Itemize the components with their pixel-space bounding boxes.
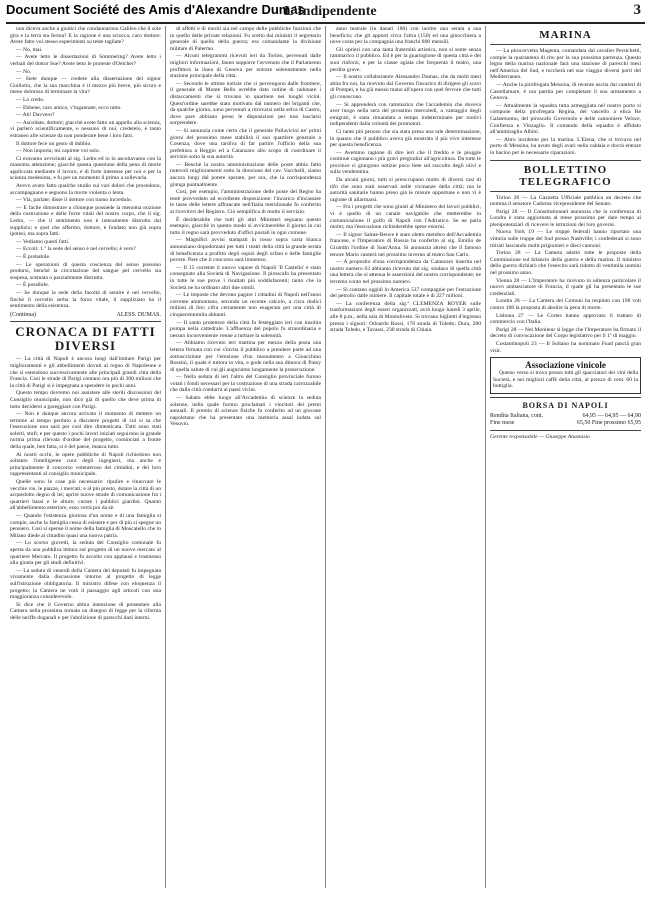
paragraph: — Il 15 corrente il nuovo vapore di Napoli 'Il Castello' è stato consegnato alla Società di Navigazione. Il piroscafo ha presentato in tutte le sue prove i risultati più soddisfacenti; tanto che la Società ne ha ordinato altri due simili. <box>170 264 321 291</box>
paragraph: — No, mai. <box>16 46 43 53</box>
paragraph: — Nella seduta di ieri l'altro del Consiglio provinciale furono votati i fondi necessari per la costruzione di una strada carrozzabile che dalla città condurrà ai paesi vicini. <box>170 374 321 394</box>
paragraph: — Vediamo questi fatti. <box>16 238 70 245</box>
paragraph: — Il signor Sainte-Beuve è stato eletto membro dell'Accademia francese, e l'Imperatore di Russia ha conferito al sig. Emilio de Girardin l'ordine di Sant'Anna. Si annunzia altresì che il famoso tenore Mario canterà nel prossimo inverno al teatro San Carlo. <box>330 231 481 258</box>
divider <box>490 397 641 398</box>
advertisement-box <box>490 357 641 394</box>
paragraph: — Alcuni telegrammi ricevuti ieri da Torino, pervenuti dalle migliori informazioni, fanno supporre l'avvenuto che il Parlamento profitterà la linea di Genova per entrare solennemente nella stazione principale della città. <box>170 53 321 80</box>
borsa-row <box>490 413 641 420</box>
paragraph: — No. <box>16 68 32 75</box>
column-3 <box>326 26 486 888</box>
paragraph: — Ah! Davvero? <box>16 112 55 119</box>
signature <box>10 312 161 319</box>
divider <box>490 160 641 161</box>
column-2-paragraphs <box>170 26 321 428</box>
section-title-borsa: BORSA DI NAPOLI <box>522 400 609 410</box>
paragraph: — Altro incidente per la marina. L'Elena, che si trovava nel porto di Messina, ha avuto degli avarì nella caldaia e dovrà entrare in bacino per le necessarie riparazioni. <box>490 136 641 156</box>
paragraph: — Le operazioni di questa coscienza del senso possono prodursi, benchè la circolazione del sangue pel cervello sia sospesa, scemata o parzialmente distrutta. <box>10 261 161 281</box>
paragraph: Nuova York 19 — Le truppe federali hanno riportato una vittoria sulle truppe del Sud presso Nashville; i confederati si sono ritirati lasciando molti prigionieri e dieci cannoni. <box>490 229 641 249</box>
paragraph: — Le imposte che devono pagare i cittadini di Napoli nell'anno corrente ammontano, secondo un recente calcolo, a circa dodici milioni di lire; cifra certamente non esagerata per una città di cinquecentomila abitanti. <box>170 292 321 318</box>
paragraph: — È probabile. <box>16 254 51 260</box>
signature-continua: (Continua) <box>10 311 36 318</box>
paragraph: — A proposito d'una corrispondenza da Catanzaro inserita nel nostro numero 63 abbiamo ricevuto dal sig. sindaco di quella città una lettera che si attenua le asserzioni del nostro corrispondente; ne terremo conto nel prossimo numero. <box>330 259 481 285</box>
paragraph: — Se dunque la sede della facoltà di sentire è nel cervello, finchè il cervello serba la forza vitale, il suppliziato ha il sentimento della esistenza. <box>10 289 161 310</box>
header-rule <box>6 22 645 24</box>
borsa-value: 65,50 Fine prossimo 65,95 <box>576 419 641 426</box>
paragraph: — Fra i progetti che sono giunti al Ministero dei lavori pubblici, vi è quello di un canale navigabile che metterebbe in comunicazione il golfo di Napoli con l'Adriatico. Se ne parla molto; ma l'esecuzione richiederebbe spese enormi. <box>330 204 481 231</box>
paragraph: Così, per esempio, l'amministrazione delle poste del Regno ha testè provveduto ad eccellente disposizione: l'incarico d'incassare le tasse delle lettere affrancate nell'Italia meridionale fu conferito ai ricevitori del Registro. Ciò semplifica di molto il servizio. <box>170 189 321 216</box>
section-title-telegraph: BOLLETTINO TELEGRAFICO <box>519 163 612 188</box>
paragraph: — Ebbene, caro amico, v'ingannate, ecco tutto. <box>16 104 122 111</box>
column-4 <box>486 26 645 888</box>
paragraph: — Quando l'esistenza gloriosa d'un nome e di una famiglia si compie, anche la famiglia cessa di esistere e per di più si spegne un pensiero. Così si spense il nome della famiglia di Moscatello che in Milano diede ai cittadini quasi una nuova patria. <box>10 513 161 539</box>
paragraph: — Il santo protettore della città fu festeggiato ieri con insolita pompa nella cattedrale. L'affluenza del popolo fu straordinaria e nessun inconveniente venne a turbare la solennità. <box>170 319 321 339</box>
section-title-cronaca: CRONACA DI FATTI DIVERSI <box>15 324 156 354</box>
signature-author: ALESS. DUMAS. <box>116 311 161 318</box>
columns <box>6 26 645 888</box>
paragraph: — Si apprenderà con rammarico che l'accademia che doveva aver luogo nella sera del prossimo mercoledì, a vantaggio degli emigrati, è stata rimandata a tempo indeterminato per motivi indipendenti dalla volontà dei promotori. <box>330 101 481 128</box>
borsa-label: Fine mese <box>490 419 515 426</box>
paragraph: — Lo scorso giovedì, la seduta del Consiglio comunale fu aperta da una pubblica lettura sul progetto di un nuovo mercato al quartiere Mercato. Il progetto fu accolto con applausi e trasmesso alla giunta per gli studi definitivi. <box>10 540 161 567</box>
paragraph: — Benchè la nostra amministrazione delle poste abbia fatto notevoli miglioramenti sotto la direzione del cav. Vacchelli, siamo ancora lungi dal potere sperare, per ora, che la corrispondenza giunga puntualmente. <box>170 161 321 188</box>
divider <box>490 430 641 431</box>
paragraph: — Magnifici avvisi stampati in rosso sopra carta bianca annunziano dopodomani per tutti i teatri della città la grande serata di beneficenza a profitto degli ospizi degli orfani e delle famiglie povere. Pare che il concorso sarà immenso. <box>170 237 321 264</box>
borsa-value: 64,95 — 64,95 — 64,90 <box>582 412 641 419</box>
paragraph: — Si annunzia come certo che il generale Pallavicini ne' primi giorni del prossimo mese stabilirà il suo quartiere generale a Cosenza, dove una tardiva di far partire l'ufficio della sua prefettura a Reggio ed a Catanzaro allo scopo di coordinare il servizio sotto la sua autorità. <box>170 127 321 161</box>
paragraph: — Via, parlate; disse il dottore con tuono incredulo. <box>16 197 133 204</box>
telegraph-paragraphs <box>490 195 641 355</box>
paragraph: — Attualmente la squadra tutta armeggiata nel nostro porto si compone della pirofregata Regina, del vascello a elica Re Galantuomo, del piroscafo Governolo e delle cannoniere Veloce, Confienza e Vinzaglio. Il comando della squadra è affidato all'ammiraglio Albini. <box>490 102 641 136</box>
paragraph: Si dice che il Governo abbia intenzione di presentare alla Camera nella prossima tornata un disegno di legge per la riforma delle tariffe doganali e per l'abolizione di parecchi dazi interni. <box>10 601 161 621</box>
advertisement-text: Questo verso si trova presso tutti gli spacciatori dei vini della Società, e nei migliori caffè della città, al prezzo di cent. 60 la bottiglia. <box>493 370 638 390</box>
paragraph: — La pirocorvetta Magenta, comandata dal cavalier Persichetti, compie la quarantena di rito per la sua prossima partenza. Questo legno della marina nazionale farà una stazione di parecchi mesi nell'America del Sud, e toccherà nel suo viaggio diversi porti del Mediterraneo. <box>490 48 641 81</box>
paragraph: — Ascoltate, dottore; giacchè avete fatto un appello alla scienza, vi parlerò scientificamente, e nessuno di noi, credetelo, è tanto estraneo alle scienze da non ponderare bene i loro fatti. <box>10 119 161 139</box>
page-number: 3 <box>633 2 641 18</box>
paragraph: — La conferenza della sig.ª CLEMENZA ROYER sulle trasformazioni degli esseri organizzati, avrà luogo lunedì 3 aprile, alle 8 p.m., nella sala di Montoliveto. Si trovano biglietti d'ingresso presso i signori: Odoardo Rossi, 178 strada di Toledo; Dura, 280 strada Toledo, e Tavassi, 230 strada di Chiaia. <box>330 300 481 334</box>
paragraph: Costantinopoli 23 — Il Sultano ha nominato Fuad pascià gran visir. <box>490 340 641 354</box>
paragraph: Parigi 28 — Il Constitutionnel annunzia che la conferenza di Londra è stata aggiornata al mese prossimo per dare tempo ai plenipotenziari di ricevere le istruzioni dei loro governi. <box>490 208 641 228</box>
paragraph: Ci eravamo avvicinati al sig. Ledru ed io lo ascoltavamo con la massima attenzione; giacchè questa questione della pena di morte appliccata mediante il lavoro, è di forte interesse per noi e per la scienza medesima, e fu per un momento il primo a sollevarla. <box>10 155 161 182</box>
paragraph: — Il nostro collaboratore Alessandro Dumas, che da molti mesi abita fra noi, ha ricevuto dal Governo l'incarico di dirigere gli scavi di Pompei, e ha già messo mano all'opera con quel fervore che tutti gli conoscono. <box>330 74 481 100</box>
paragraph: — Avemmo ragione di dire ieri che il freddo e le pioggie continue cagionano i più gravi pregiudizi all'agricoltura. Da tutte le province ci giungono notizie poco liete sul raccolto degli olivi e sulla vendemmia. <box>330 149 481 176</box>
paragraph: Avevo avuto fatto qualche studio sui vari dolori che procedono, accompagnano e seguono la morte violenta o lenta. <box>10 183 161 196</box>
paragraph: Torino 28 — La Camera adottò tutte le proposte della Commissione sul bilancio della guerra e della marina. Il ministro della guerra dichiarò che l'esercito sarà ridotto di ventimila uomini nel prossimo anno. <box>490 250 641 277</box>
paragraph: — Secondo le ultime notizie che ci pervengono dalle frontiere, il generale di Monte Bello avrebbe dato ordine di radunare i distaccamenti che si trovano in quartiere nei luoghi vicini. Quest'ordine sarebbe stato motivato dal numero dei briganti che, da qualche giorno, sono pervenuti a ritrovarsi nella selva di Castro, dove pare abbiano preso le disposizioni per non lasciarsi sorprendere. <box>170 80 321 127</box>
paragraph: di affetti e di meriti sia nel campo delle pubbliche funzioni che in quello delle private relazioni. Fu scelto dai ministri il segretario generale di quello della guerra; era comandante la divisione militare di Palermo. <box>170 26 321 52</box>
masthead: L'Indipendente <box>284 4 377 19</box>
footer-gerente: Gerente responsabile — Giuseppe Anastasio <box>490 433 590 440</box>
paragraph: — Eccoli: 1.º la sede del senso è nel cervello; è vero? <box>16 246 136 253</box>
paragraph: Il dottore fece un gesto di dubbio. <box>16 140 92 147</box>
divider <box>490 44 641 45</box>
divider <box>10 321 161 322</box>
column-3-paragraphs <box>330 26 481 334</box>
paragraph: È desiderabile che tutti gli altri Ministeri seguano questo esempio, giacchè in questo modo si avvicinerebbe il giorno in cui tutto il regno sarà provveduto d'uffici postali in ogni comune. <box>170 216 321 236</box>
borsa-table <box>490 413 641 427</box>
paragraph: Ci tanto più penoso che sia stata presa una tale determinazione, in quanto che il pubblico aveva già mostrato il più vivo interesse per questa beneficenza. <box>330 128 481 149</box>
paragraph: — Sabato ebbe luogo all'Accademia di scienze la seduta solenne, nella quale furono proclamati i vincitori dei premi annuali. Il premio di scienze fisiche fu conferito ad un giovane napoletano che ha presentato una memoria assai lodata sul Vesuvio. <box>170 395 321 428</box>
column-1-paragraphs <box>10 26 161 310</box>
column-1 <box>6 26 166 888</box>
borsa-label: Rendita Italiana, cont. <box>490 412 543 419</box>
paragraph: — La città di Napoli è ancora lungi dall'imitare Parigi per miglioramenti e gli abbellimenti dovuti al regno di Napoleone e che si estendono successivamente alle principali grandi città della Francia. Così le strade di Parigi contano ora più di 300 milioni che la città di Parigi si è impegnata a spendere in pochi anni. <box>10 356 161 389</box>
section-title-marina: MARINA <box>539 29 592 41</box>
paragraph: — Avete letto le dissertazioni di Sömmering? Avete letto i verbali del dottor Sue? Avete letto le proteste d'Oelcher? <box>10 54 161 67</box>
paragraph: Da alcuni giorni, tutti si preoccupano molto di diversi casi di tifo che sono stati osservati nelle vicinanze della città; ma le autorità sanitarie hanno preso già le misure opportune e non vi è ragione di allarmarsi. <box>330 177 481 203</box>
paragraph: Vienna 28 — L'Imperatore ha ricevuto in udienza particolare il nuovo ambasciatore di Francia, il quale gli ha presentato le sue credenziali. <box>490 277 641 297</box>
borsa-row <box>490 420 641 427</box>
paragraph: — Abbiamo ricevuto ieri mattina per mezzo della posta una lettera firmata con cui s'invita il pubblico a prendere parte ad una sottoscrizione per l'erezione d'un monumento a Gioacchino Rossini, il quale è tuttora in vita, e gode nella sua dimora di Passy di quella salute di cui gli auguriamo lungamente la prosecuzione. <box>170 340 321 373</box>
paragraph: — Anche la pirofregata Messina, di recente uscita dai cantieri di Castellamare, è ora partita per completare il suo armamento a Genova. <box>490 81 641 102</box>
paragraph: — È possibile. <box>16 282 50 289</box>
column-2 <box>166 26 326 888</box>
paragraph: — Si contano oggidì in America 537 compagnie per l'estrazione del petrolio dalle miniere. Il capitale totale è di 227 milioni. <box>330 286 481 300</box>
paragraph: non diceva anche a giudici che condannarono Galileo che il sole gira e la terra sta ferma? E la ragione è una sciocca, caro dottore. Avete fatto voi stesso esperimenti su teste tagliate? <box>10 26 161 46</box>
paragraph: — Non è dunque ancora arrivato il momento di mettere un termine al tempo perduto a discutere progetti di cui si sa che l'esecuzione non sarà per così dire dimenticata. Tutti sono stati solerti, stufi; e per questo i pochi lavori iniziati seguirono la grande norma prima rilevata d'ordine del progetto, cominciati a fronte della quale, ben fatta, si è del paese, manca tutto. <box>10 411 161 451</box>
paragraph: anno teatrale (in danari 180) con inoltre una serata a sua beneficio; che gli apporti circa l'altra (150) ed una ginocchiera a nove costa per la compagnia una franchi 800 mensili. <box>330 26 481 46</box>
paragraph: — E facile dimostrare a chiunque possiede la menoma nozione della costruzione e delle forze vitali del nostro corpo, che il sig. Ledru, — che il sentimento non è interamente distrutto dal supplizio; e quel che affermo, dottore, è fondato non già sopra ipotesi, ma sopra fatti. <box>10 204 161 238</box>
paragraph: — Siete dunque — credete alla dissertazione del signor Guillotin, che la sua macchina è il mezzo più breve, più sicuro e meno doloroso di terminare la vita? <box>10 76 161 96</box>
divider <box>490 191 641 192</box>
advertisement-title: Associazione vinicole <box>525 360 606 371</box>
paragraph: — Non importa; mi capirete voi solo. <box>16 148 101 155</box>
cronaca-paragraphs <box>10 356 161 621</box>
paragraph: Questo tempo dovremo noi assistere alle sterili discussioni del Consiglio municipale, non dico già di quello che deve prima di tutto deciderei a gareggiare con Parigi. <box>10 390 161 410</box>
paragraph: Gli oprieri con una tanta fraternità artistica, non si sente senza rammarico il pubblico. Ed è per la guarnigione di questa città e dei suoi rinforzi, e per la classe agiata che frequenta il teatro, una perdita grave. <box>330 46 481 73</box>
paragraph: Quelle sono le cose più necessarie: ripulire e rinnovare le vecchie vie, le piazze, i mercati; e al più presto, dotare la città di un acquedotto degno di lei; aprire nuove strade di comunicazione fra i quartieri bassi e le alture; curare i pubblici giardini. Quanto all'abbellimento esteriore, esso verrà poi da sè. <box>10 479 161 512</box>
paragraph: — Lo credo. <box>16 96 45 103</box>
marina-paragraphs <box>490 48 641 157</box>
paragraph: — La seduta di venerdì della Camera dei deputati fu impegnata vivamente dalla discussione intorno al progetto di legge sull'istruzione obbligatoria. Il ministro difese con eloquenza il progetto; la Camera ne votò il passaggio agli articoli con una maggioranza considerevole. <box>10 567 161 601</box>
paragraph: Londra 28 — La Camera dei Comuni ha respinto con 198 voti contro 108 la proposta di abolire la pena di morte. <box>490 298 641 311</box>
paragraph: Parigi 28 — Nel Moniteur si legge che l'Imperatore ha firmato il decreto di convocazione del Corpo legislativo per il 1º di maggio. <box>490 326 641 340</box>
paragraph: Lisbona 27 — Le Cortes hanno approvato il trattato di commercio con l'Italia. <box>490 312 641 326</box>
watermark: Document Société des Amis d'Alexandre Dumas <box>6 2 305 17</box>
paragraph: Ai nostri occhi, le opere pubbliche di Napoli richiedono non soltanto l'intelligente cura degli ingegneri, ma anche e principalmente il concorso volenteroso dei cittadini, e dei loro rappresentanti al consiglio municipale. <box>10 451 161 478</box>
paragraph: Torino 28 — La Gazzetta Ufficiale pubblica un decreto che nomina il senatore Cadorna vicepresidente del Senato. <box>490 194 641 208</box>
